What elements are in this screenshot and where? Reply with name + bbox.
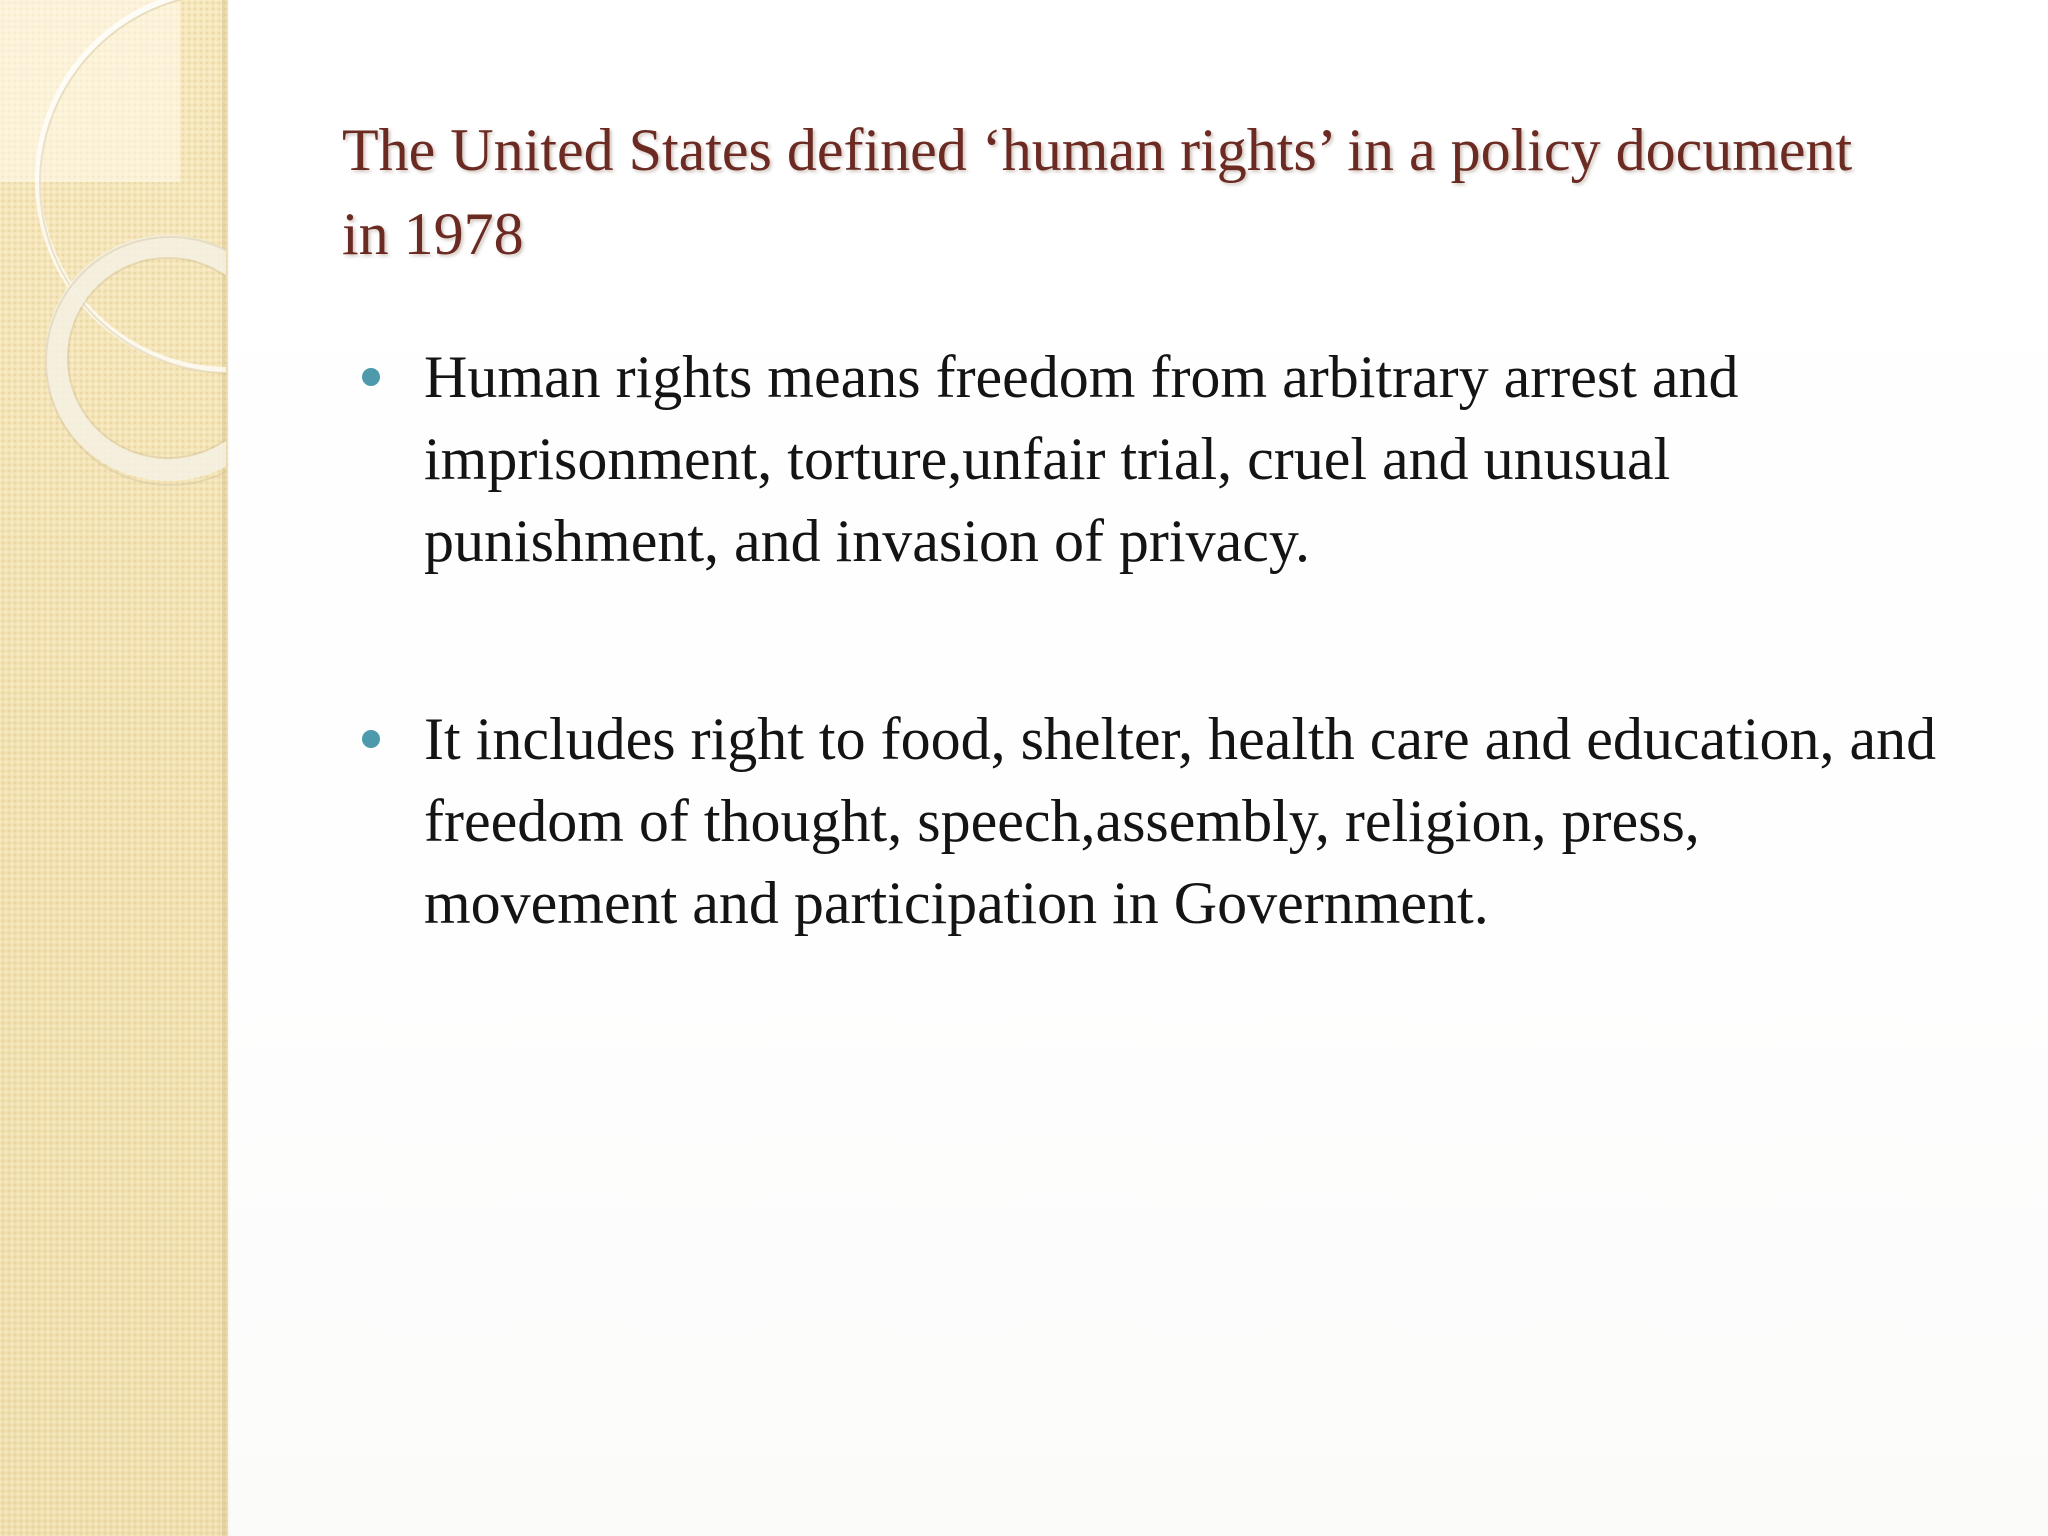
bullet-list [362, 336, 1962, 944]
small-ring [56, 246, 240, 470]
decorative-rings [0, 0, 240, 520]
bullet-dot-icon [362, 368, 380, 386]
bullet-text: Human rights means freedom from arbitrary arrest and imprisonment, torture,unfair trial, cruel and unusual punishment, and invasion of privacy. [424, 344, 1739, 574]
bullet-text: It includes right to food, shelter, health care and education, and freedom of thought, speech,assembly, religion, press, movement and participation in Government. [424, 706, 1937, 936]
bullet-dot-icon [362, 730, 380, 748]
bullet-item [362, 698, 1962, 944]
bullet-item [362, 336, 1962, 582]
corner-highlight [0, 0, 180, 182]
slide-title: The United States defined ‘human rights’ in a policy document in 1978 [342, 117, 1853, 267]
